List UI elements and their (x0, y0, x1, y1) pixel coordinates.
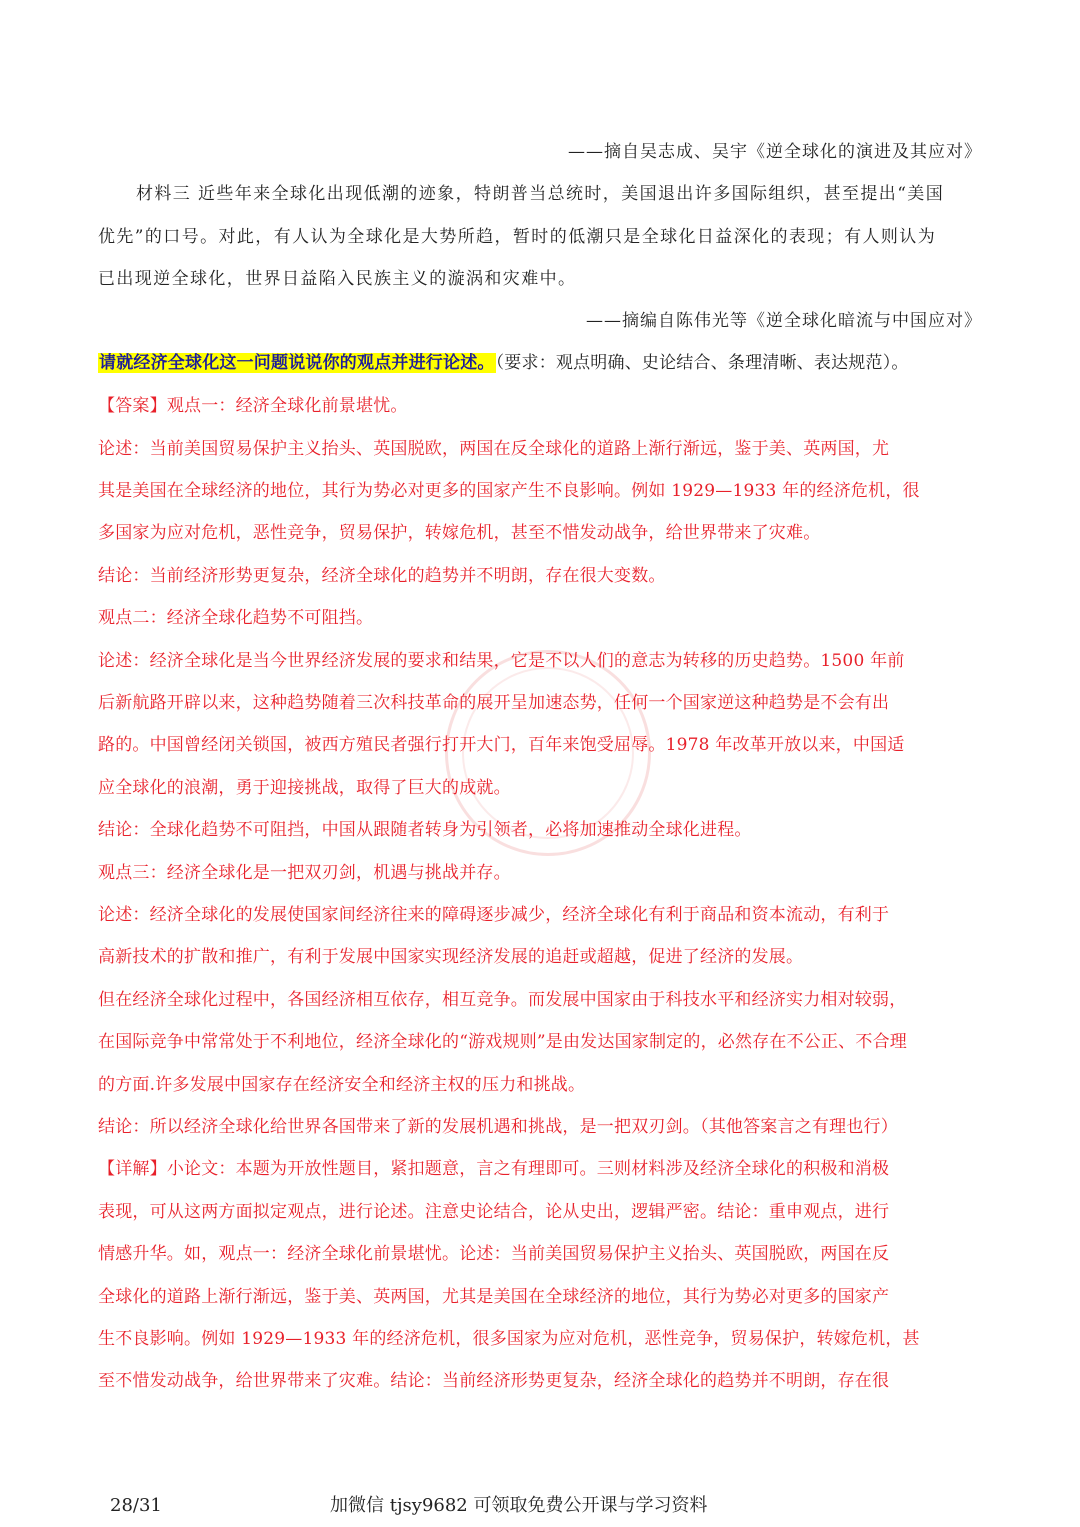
answer-line: 的方面.许多发展中国家存在经济安全和经济主权的压力和挑战。 (98, 1075, 586, 1095)
detail-label: 【详解】 (98, 1159, 167, 1179)
answer-view-one: 观点一：经济全球化前景堪忧。 (166, 396, 408, 416)
answer-conclusion: 结论：全球化趋势不可阻挡，中国从跟随者转身为引领者，必将加速推动全球化进程。 (98, 820, 752, 840)
question-requirement: （要求：观点明确、史论结合、条理清晰、表达规范）。 (495, 353, 909, 373)
detail-line: 全球化的道路上渐行渐远，鉴于美、英两国，尤其是美国在全球经济的地位，其行为势必对更多的国家产 (98, 1287, 890, 1307)
answer-line: 论述：经济全球化是当今世界经济发展的要求和结果，它是不以人们的意志为转移的历史趋势。1500 年前 (98, 651, 905, 671)
answer-view-three: 观点三：经济全球化是一把双刃剑，机遇与挑战并存。 (98, 863, 511, 883)
answer-view-two: 观点二：经济全球化趋势不可阻挡。 (98, 608, 374, 628)
answer-line: 其是美国在全球经济的地位，其行为势必对更多的国家产生不良影响。例如 1929—1933 年的经济危机，很 (98, 481, 920, 501)
answer-line: 论述：经济全球化的发展使国家间经济往来的障碍逐步减少，经济全球化有利于商品和资本流动，有利于 (98, 905, 890, 925)
answer-line: 后新航路开辟以来，这种趋势随着三次科技革命的展开呈加速态势，任何一个国家逆这种趋势是不会有出 (98, 693, 890, 713)
question-highlight: 请就经济全球化这一问题说说你的观点并进行论述。 (99, 353, 495, 373)
answer-line: 但在经济全球化过程中，各国经济相互依存，相互竞争。而发展中国家由于科技水平和经济实力相对较弱， (98, 990, 907, 1010)
detail-line: 生不良影响。例如 1929—1933 年的经济危机，很多国家为应对危机，恶性竞争，贸易保护，转嫁危机，甚 (98, 1329, 920, 1349)
material-three-line: 已出现逆全球化，世界日益陷入民族主义的漩涡和灾难中。 (98, 269, 577, 289)
answer-conclusion: 结论：当前经济形势更复杂，经济全球化的趋势并不明朗，存在很大变数。 (98, 566, 666, 586)
detail-line: 小论文：本题为开放性题目，紧扣题意，言之有理即可。三则材料涉及经济全球化的积极和消极 (166, 1159, 890, 1179)
material-three-line: 优先”的口号。对此，有人认为全球化是大势所趋，暂时的低潮只是全球化日益深化的表现；有人则认为 (98, 227, 937, 247)
question-line (98, 351, 982, 375)
answer-heading (98, 394, 982, 418)
answer-line: 应全球化的浪潮，勇于迎接挑战，取得了巨大的成就。 (98, 778, 511, 798)
answer-conclusion: 结论：所以经济全球化给世界各国带来了新的发展机遇和挑战，是一把双刃剑。（其他答案言之有理也行） (98, 1117, 898, 1137)
source-citation-1: ——摘自吴志成、吴宇《逆全球化的演进及其应对》 (568, 142, 982, 162)
answer-line: 多国家为应对危机，恶性竞争，贸易保护，转嫁危机，甚至不惜发动战争，给世界带来了灾难。 (98, 523, 821, 543)
answer-line: 路的。中国曾经闭关锁国，被西方殖民者强行打开大门，百年来饱受屈辱。1978 年改革开放以来，中国适 (98, 735, 905, 755)
detail-heading (98, 1157, 982, 1181)
page-number: 28/31 (110, 1495, 162, 1516)
detail-line: 情感升华。如，观点一：经济全球化前景堪忧。论述：当前美国贸易保护主义抬头、英国脱欧，两国在反 (98, 1244, 890, 1264)
answer-line: 高新技术的扩散和推广，有利于发展中国家实现经济发展的追赶或超越，促进了经济的发展。 (98, 947, 804, 967)
material-three-line: 材料三 近些年来全球化出现低潮的迹象，特朗普当总统时，美国退出许多国际组织，甚至提出“美国 (136, 184, 945, 204)
answer-label: 【答案】 (98, 396, 167, 416)
detail-line: 表现，可从这两方面拟定观点，进行论述。注意史论结合，论从史出，逻辑严密。结论：重申观点，进行 (98, 1202, 890, 1222)
footer-promo: 加微信 tjsy9682 可领取免费公开课与学习资料 (330, 1495, 708, 1516)
detail-line: 至不惜发动战争，给世界带来了灾难。结论：当前经济形势更复杂，经济全球化的趋势并不明朗，存在很 (98, 1371, 890, 1391)
answer-line: 在国际竞争中常常处于不利地位，经济全球化的“游戏规则”是由发达国家制定的，必然存在不公正、不合理 (98, 1032, 907, 1052)
answer-line: 论述：当前美国贸易保护主义抬头、英国脱欧，两国在反全球化的道路上渐行渐远，鉴于美、英两国，尤 (98, 439, 890, 459)
source-citation-2: ——摘编自陈伟光等《逆全球化暗流与中国应对》 (586, 311, 982, 331)
